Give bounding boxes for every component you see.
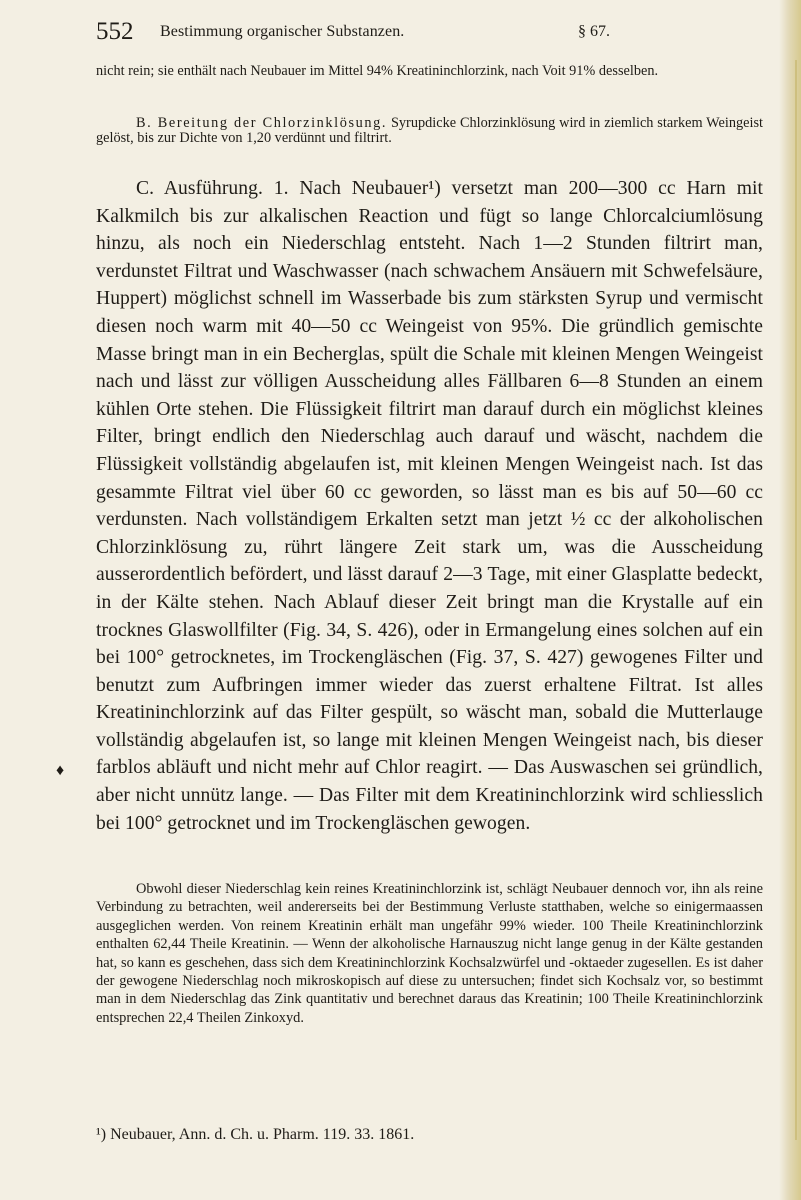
- margin-mark: ♦: [56, 762, 65, 779]
- page-number: 552: [96, 18, 134, 45]
- page-header: [96, 18, 761, 48]
- section-b-heading: B. Bereitung der Chlorzinklösung.: [136, 115, 388, 131]
- section-c-heading: C. Ausführung.: [136, 178, 263, 199]
- note-text: Obwohl dieser Niederschlag kein reines Kreatininchlorzink ist, schlägt Neubauer dennoch vor, ihn als reine Verbindung zu betrachten, weil andererseits bei der Bestimmung Verluste statthaben, welche so einigermaassen ausgeglichen werden. Von reinem Kreatinin erhält man ungefähr 99% wieder. 100 Theile Kreatininchlorzink enthalten 62,44 Theile Kreatinin. — Wenn der alkoholische Harnauszug nicht lange genug in der Kälte gestanden hat, so kann es geschehen, dass sich dem Kreatininchlorzink Kochsalzwürfel und -oktaeder zugesellen. Es ist daher der gewogene Niederschlag noch mikroskopisch auf diese zu untersuchen; findet sich Kochsalz vor, so bestimmt man in dem Niederschlag das Zink quantitativ und berechnet daraus das Kreatinin; 100 Theile Kreatininchlorzink entsprechen 22,4 Theilen Zinkoxyd.: [96, 881, 763, 1026]
- section-b-text: Syrupdicke Chlorzinklösung wird in ziemlich starkem Weingeist gelöst, bis zur Dichte von 1,20 verdünnt und filtrirt.: [96, 115, 764, 146]
- page-edge-line: [795, 60, 797, 1140]
- section-c: [96, 175, 763, 837]
- running-title: Bestimmung organischer Substanzen.: [160, 23, 405, 40]
- section-c-paragraph: [96, 175, 763, 837]
- section-c-text: 1. Nach Neubauer¹) versetzt man 200—300 cc Harn mit Kalkmilch bis zur alkalischen Reaction und fügt so lange Chlorcalciumlösung hinzu, als noch ein Niederschlag entsteht. Nach 1—2 Stunden filtrirt man, verdunstet Filtrat und Waschwasser (nach schwachem Ansäuern mit Schwefelsäure, Huppert) möglichst schnell im Wasserbade bis zum stärksten Syrup und vermischt diesen noch warm mit 40—50 cc Weingeist von 95%. Die gründlich gemischte Masse bringt man in ein Becherglas, spült die Schale mit kleinen Mengen Weingeist nach und lässt zur völligen Ausscheidung alles Fällbaren 6—8 Stunden an einem kühlen Orte stehen. Die Flüssigkeit filtrirt man darauf durch ein möglichst kleines Filter, bringt endlich den Niederschlag auch darauf und wäscht, nachdem die Flüssigkeit vollständig abgelaufen ist, mit kleinen Mengen Weingeist nach. Ist das gesammte Filtrat viel über 60 cc geworden, so lässt man es bis auf 50—60 cc verdunsten. Nach vollständigem Erkalten setzt man jetzt ½ cc der alkoholischen Chlorzinklösung zu, rührt längere Zeit stark um, was die Ausscheidung ausserordentlich befördert, und lässt darauf 2—3 Tage, mit einer Glasplatte bedeckt, in der Kälte stehen. Nach Ablauf dieser Zeit bringt man die Krystalle auf ein trocknes Glaswollfilter (Fig. 34, S. 426), oder in Ermangelung eines solchen auf ein bei 100° getrocknetes, im Trockengläschen (Fig. 37, S. 427) gewogenes Filter und benutzt zum Aufbringen immer wieder das zuerst erhaltene Filtrat. Ist alles Kreatininchlorzink auf das Filter gespült, so wäscht man, sobald die Mutterlauge vollständig abgelaufen ist, so lange mit kleinen Mengen Weingeist nach, bis dieser farblos abläuft und nicht mehr auf Chlor reagirt. — Das Auswaschen sei gründlich, aber nicht unnütz lange. — Das Filter mit dem Kreatininchlorzink wird schliesslich bei 100° getrocknet und im Trockengläschen gewogen.: [96, 178, 763, 834]
- page-edge-shadow: [779, 0, 801, 1200]
- section-b: [96, 116, 763, 145]
- intro-text: nicht rein; sie enthält nach Neubauer im Mittel 94% Kreatininchlorzink, nach Voit 91% desselben.: [96, 63, 659, 79]
- small-print-note: [96, 880, 763, 1027]
- footnote: [96, 1108, 763, 1162]
- footnote-text: ¹) Neubauer, Ann. d. Ch. u. Pharm. 119. 33. 1861.: [96, 1126, 415, 1143]
- intro-paragraph: [96, 64, 763, 79]
- section-b-paragraph: [96, 116, 763, 145]
- section-mark: § 67.: [578, 23, 610, 40]
